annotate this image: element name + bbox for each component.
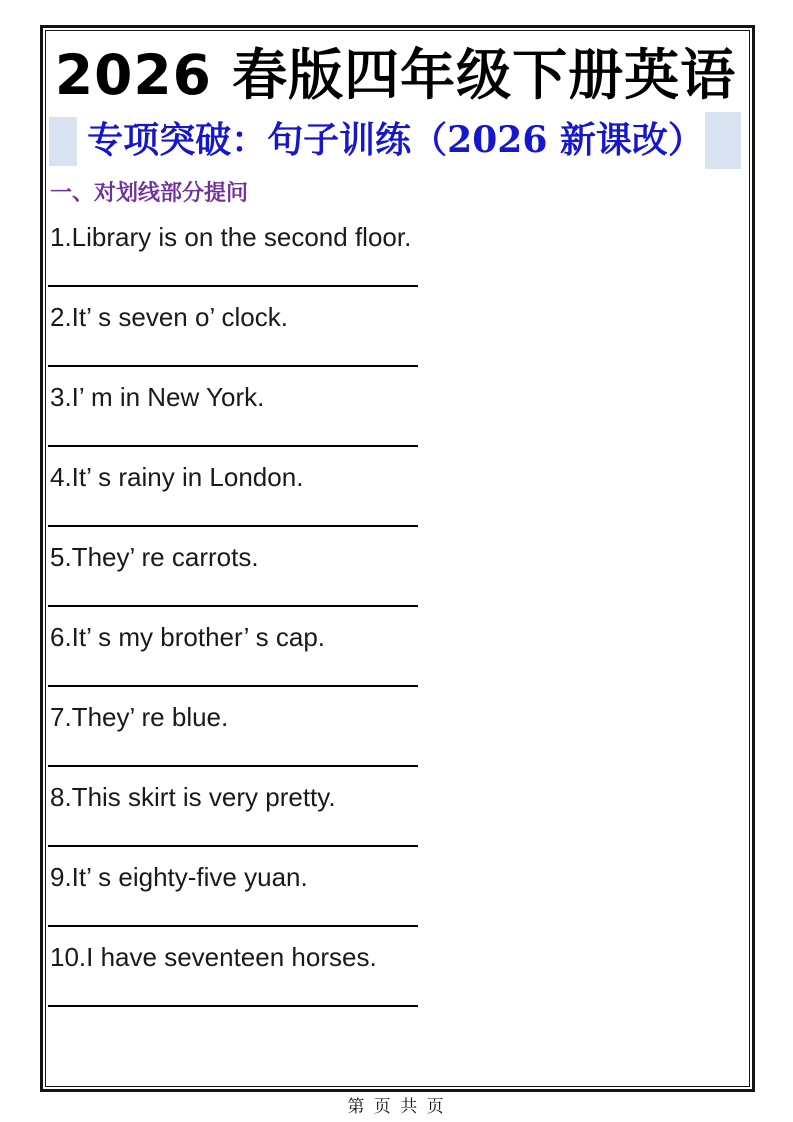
question-sentence: 6.It’ s my brother’ s cap. (50, 622, 326, 652)
question-list (48, 217, 743, 1017)
question-sentence: 4.It’ s rainy in London. (50, 462, 304, 492)
subtitle-segment: ： (231, 119, 268, 161)
section-heading: 一、对划线部分提问 (50, 181, 249, 206)
subtitle-segment: 专项 (87, 118, 160, 161)
subtitle-segment: 训练 (339, 119, 412, 161)
question-item (48, 777, 743, 857)
question-item (48, 537, 743, 617)
subtitle-banner (48, 111, 743, 169)
left-accent-block (49, 117, 77, 166)
question-item (48, 297, 743, 377)
question-item (48, 937, 743, 1017)
answer-blank-line (48, 365, 418, 367)
question-sentence: 2.It’ s seven o’ clock. (50, 302, 288, 332)
question-sentence: 7.They’ re blue. (50, 702, 229, 732)
answer-blank-line (48, 525, 418, 527)
subtitle-segment: 突破 (159, 119, 232, 161)
right-accent-block (705, 112, 741, 169)
answer-blank-line (48, 445, 418, 447)
question-sentence: 9.It’ s eighty-five yuan. (50, 862, 308, 892)
answer-blank-line (48, 845, 418, 847)
answer-blank-line (48, 765, 418, 767)
subtitle-segment: 句子 (267, 118, 340, 161)
answer-blank-line (48, 685, 418, 687)
subtitle-segment: （2026 新课改） (411, 118, 704, 161)
question-sentence: 3.I’ m in New York. (50, 382, 265, 412)
page-border (40, 25, 755, 1092)
question-item (48, 217, 743, 297)
question-sentence: 10.I have seventeen horses. (50, 942, 377, 972)
answer-blank-line (48, 925, 418, 927)
doc-subtitle (87, 120, 704, 161)
question-item (48, 457, 743, 537)
doc-title: 2026 春版四年级下册英语 (54, 43, 737, 107)
question-item (48, 857, 743, 937)
question-item (48, 617, 743, 697)
answer-blank-line (48, 605, 418, 607)
page-content (45, 30, 750, 1087)
question-item (48, 697, 743, 777)
question-sentence: 5.They’ re carrots. (50, 542, 259, 572)
answer-blank-line (48, 285, 418, 287)
question-sentence: 8.This skirt is very pretty. (50, 782, 336, 812)
answer-blank-line (48, 1005, 418, 1007)
page-footer: 第 页 共 页 (347, 1097, 446, 1117)
question-item (48, 377, 743, 457)
question-sentence: 1.Library is on the second floor. (50, 222, 412, 252)
